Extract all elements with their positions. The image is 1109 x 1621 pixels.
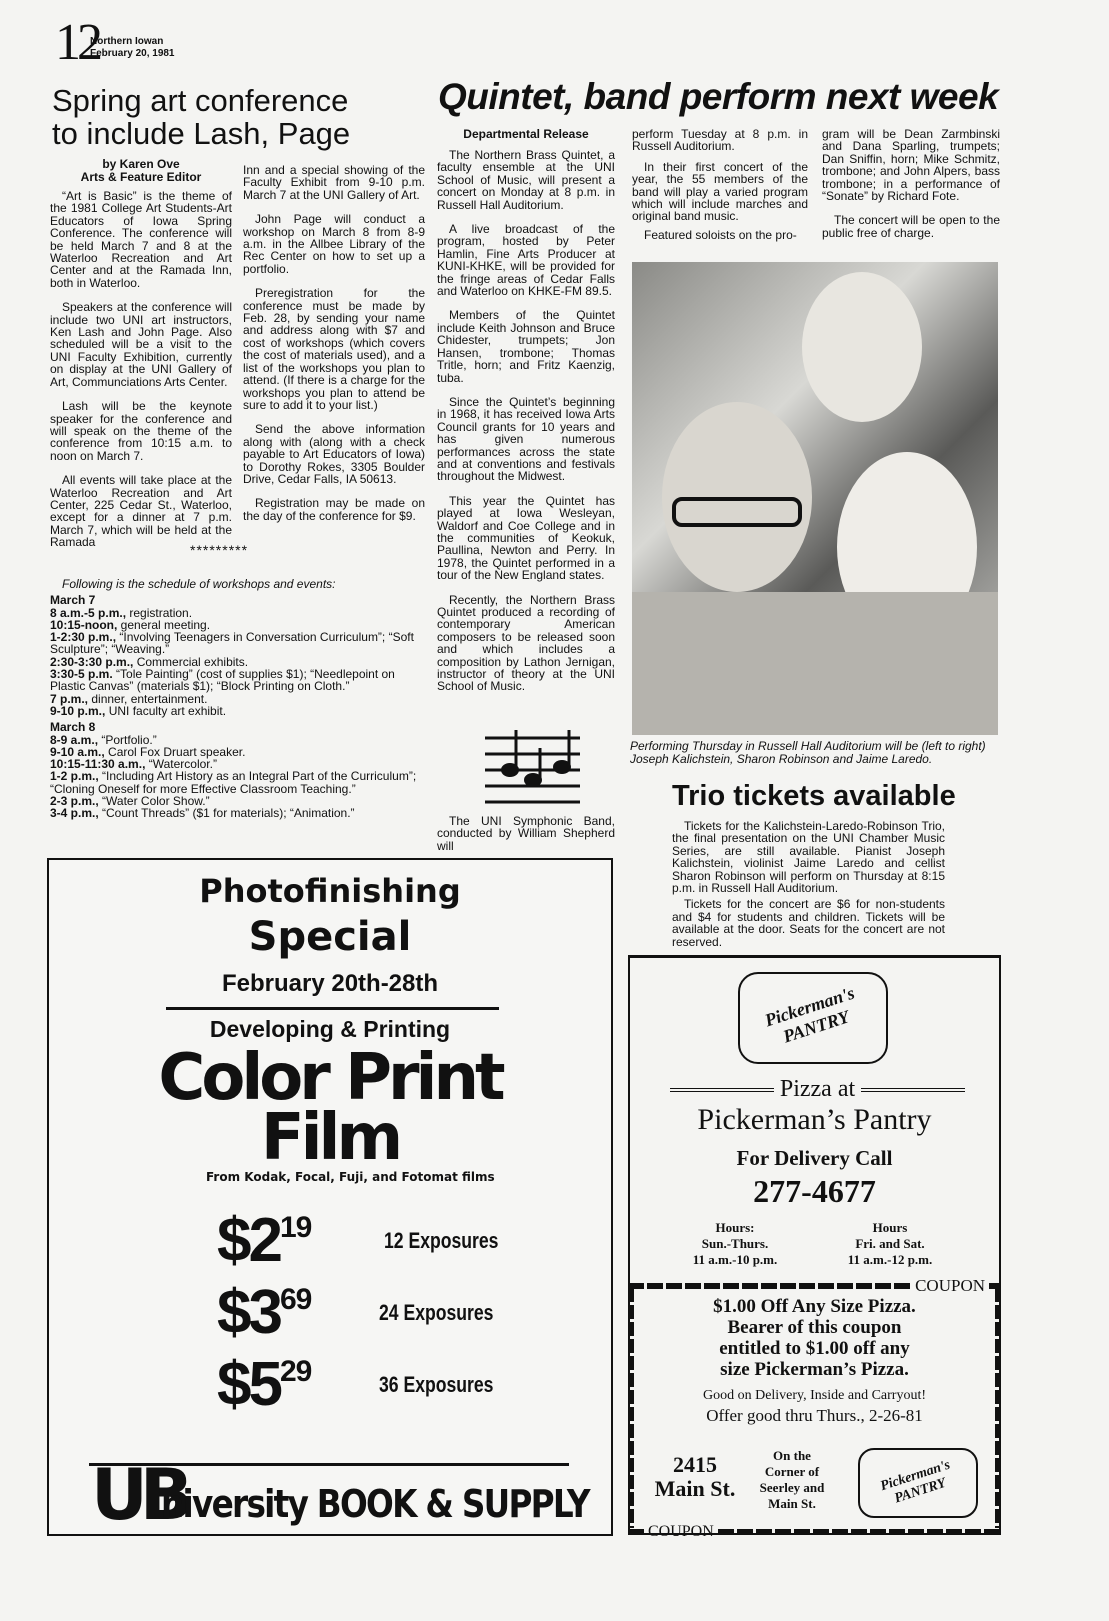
- divider: [670, 1088, 774, 1092]
- price-dollars: $3: [217, 1278, 280, 1347]
- divider: [861, 1088, 965, 1092]
- byline: [50, 158, 232, 184]
- pickermans-logo-small: [858, 1448, 978, 1518]
- ad-product: Color Print: [158, 1041, 502, 1115]
- schedule-desc: general meeting.: [117, 617, 211, 632]
- author: by Karen Ove: [102, 157, 180, 171]
- schedule-desc: “Portfolio.”: [98, 732, 157, 747]
- paragraph: Tickets for the concert are $6 for non-students and $4 for students and children. Tickets will be available at the door. Seats for the concert are not reserved.: [672, 897, 945, 949]
- schedule-desc: UNI faculty art exhibit.: [105, 703, 227, 718]
- hours-line: 11 a.m.-10 p.m.: [692, 1252, 778, 1267]
- offer-line: Bearer of this coupon: [727, 1317, 902, 1338]
- paragraph: Speakers at the conference will include two UNI art instructors, Ken Lash and John Page. Also scheduled will be a visit to the UNI Faculty Exhibition, currently on display at the UNI Gallery of Art, Communciations Arts Center.: [50, 300, 232, 389]
- art-column-1: [50, 158, 232, 561]
- price-cents: 29: [279, 1355, 312, 1388]
- price: [217, 1270, 312, 1347]
- schedule-item: [50, 770, 425, 795]
- schedule-time: 3-4 p.m.,: [50, 806, 99, 821]
- ad-title: Photofinishing: [199, 872, 461, 910]
- hours-weekday: [675, 1220, 795, 1268]
- logo-text: Pickerman's PANTRY: [762, 982, 857, 1047]
- ad-service: Developing & Printing: [209, 1016, 451, 1042]
- pizza-at-row: [670, 1076, 965, 1103]
- dashed-line: [628, 1529, 644, 1535]
- schedule-time: 2-3 p.m.,: [50, 794, 99, 809]
- store-logo: UB: [91, 1454, 186, 1536]
- exposure-label: 12 Exposures: [384, 1228, 499, 1253]
- hours-line: Hours:: [715, 1220, 755, 1235]
- paragraph: Recently, the Northern Brass Quintet produced a recording of contemporary American composers to be released soon and which includes a composition by Lathon Jernigan, instructor of theory at the UNI School of Music.: [437, 592, 615, 694]
- schedule-item: [50, 807, 425, 819]
- headline-line: Spring art conference: [52, 83, 349, 118]
- paragraph: Preregistration for the conference must be made by Feb. 28, by sending your name and address along with $7 and cost of workshops (which covers the cost of materials used), and a list of the workshops you plan to attend. (If there is a charge for the workshops you plan to attend be sure to add it to your list.): [243, 286, 425, 412]
- hours-line: Hours: [872, 1220, 908, 1235]
- schedule-time: 10:15-noon,: [50, 617, 118, 632]
- exposure-label: 24 Exposures: [379, 1300, 494, 1325]
- headline-line: to include Lash, Page: [52, 116, 351, 151]
- schedule-time: 8 a.m.-5 p.m.,: [50, 605, 127, 620]
- paper-name: Northern Iowan: [90, 36, 164, 47]
- price-cents: 69: [279, 1283, 312, 1316]
- schedule-desc: “Watercolor.”: [145, 757, 217, 772]
- price-dollars: $2: [217, 1206, 280, 1275]
- trio-body: [672, 820, 945, 960]
- schedule-time: 9-10 a.m.,: [50, 744, 105, 759]
- paragraph: This year the Quintet has played at Iowa Wesleyan, Waldorf and Coe College and in the communities of Keokuk, Paullina, Newton and Perry. In 1978, the Quintet performed in a tour of the New England states.: [437, 493, 615, 583]
- corner-line: Corner of: [764, 1464, 820, 1479]
- offer-line: $1.00 Off Any Size Pizza.: [713, 1296, 916, 1317]
- music-column-3: [822, 128, 1000, 251]
- schedule-day: March 8: [50, 720, 96, 735]
- paragraph: A live broadcast of the program, hosted by Peter Hamlin, Fine Arts Producer at KUNI-KHKE, will be provided for the fringe areas of Cedar Falls and Waterloo on KHKE-FM 89.5.: [437, 222, 615, 299]
- paragraph: The Northern Brass Quintet, a faculty ensemble at the UNI School of Music, will present a concert on Monday at 8 p.m. in Russell Hall Auditorium.: [437, 148, 615, 212]
- paragraph: In their first concert of the year, the 55 members of the band will play a varied program which will include marches and original band music.: [632, 159, 808, 224]
- coupon-label: COUPON: [915, 1276, 985, 1295]
- glasses-shape: [672, 497, 802, 527]
- price: [217, 1198, 312, 1275]
- dashed-line: [718, 1529, 1001, 1535]
- paragraph: Tickets for the Kalichstein-Laredo-Robinson Trio, the final presentation on the UNI Chamber Music Series, are still available. Pianist Joseph Kalichstein, violinist Jaime Laredo and cellist Sharon Robinson will perform on Thursday at 8:15 p.m. in Russell Hall Auditorium.: [672, 819, 945, 896]
- schedule-desc: “Involving Teenagers in Conversation Curriculum”; “Soft Sculpture”; “Weaving.”: [50, 630, 414, 657]
- paragraph: Send the above information along with (along with a check payable to Art Educators of Iowa) to Dorothy Rokes, 3305 Boulder Drive, Cedar Falls, IA 50613.: [243, 422, 425, 486]
- delivery-label: For Delivery Call: [736, 1146, 893, 1170]
- schedule-desc: “Including Art History as an Integral Part of the Curriculum”; “Cloning Oneself for more Effective Classroom Teaching.”: [50, 769, 417, 796]
- trio-headline: Trio tickets available: [672, 780, 956, 812]
- photo-caption: Performing Thursday in Russell Hall Auditorium will be (left to right) Joseph Kalichstein, Sharon Robinson and Jaime Laredo.: [630, 739, 986, 766]
- paragraph: Since the Quintet’s beginning in 1968, it has received Iowa Arts Council grants for 10 years and has given numerous performances across the state and at conventions and festivals throughout the Midwest.: [437, 394, 615, 484]
- hours-weekend: [830, 1220, 950, 1268]
- paragraph: Members of the Quintet include Keith Johnson and Bruce Chidester, trumpets; Jon Hansen, trombone; Thomas Tritle, horn; and Fritz Kaenzig, tuba.: [437, 308, 615, 385]
- paragraph: Inn and a special showing of the Faculty Exhibit from 9-10 p.m. March 7 at the UNI Gallery of Art.: [243, 163, 425, 202]
- art-column-2: [243, 164, 425, 534]
- schedule-desc: registration.: [126, 605, 193, 620]
- music-column-1-tail: The UNI Symphonic Band, conducted by William Shepherd will: [437, 814, 615, 853]
- schedule-item: [50, 668, 425, 693]
- paragraph: Lash will be the keynote speaker for the conference and will speak on the theme of the conference from 10:15 a.m. to noon on March 7.: [50, 399, 232, 463]
- music-column-1: [437, 128, 615, 705]
- schedule: [50, 578, 425, 820]
- hours-line: 11 a.m.-12 p.m.: [847, 1252, 933, 1267]
- corner-note: [742, 1448, 842, 1512]
- schedule-time: 3:30-5 p.m.: [50, 667, 113, 682]
- music-notes-icon: [485, 730, 580, 808]
- byline: Departmental Release: [463, 127, 589, 141]
- divider: [166, 1007, 499, 1010]
- store-name: niversity BOOK & SUPPLY: [161, 1482, 589, 1526]
- pickermans-logo: [738, 972, 888, 1064]
- phone-number: 277-4677: [753, 1173, 876, 1209]
- paragraph: “Art is Basic” is the theme of the 1981 College Art Students-Art Educators of Iowa Spring Conference. The conference will be held March 7 and 8 at the Waterloo Recreation and Art Center and at the Ramada Inn, both in Waterloo.: [50, 189, 232, 290]
- separator-stars: *********: [190, 542, 249, 558]
- ad-dates: February 20th-28th: [221, 970, 439, 997]
- price-dollars: $5: [217, 1350, 280, 1419]
- ad-subtitle: Special: [248, 914, 412, 960]
- price-cents: 19: [279, 1211, 312, 1244]
- corner-line: Seerley and: [759, 1480, 825, 1495]
- schedule-time: 7 p.m.,: [50, 691, 89, 706]
- schedule-time: 9-10 p.m.,: [50, 703, 106, 718]
- coupon-border-bottom: [628, 1523, 1001, 1541]
- paragraph: perform Tuesday at 8 p.m. in Russell Auditorium.: [632, 127, 808, 154]
- schedule-time: 2:30-3:30 p.m.,: [50, 654, 134, 669]
- masthead: [90, 36, 175, 60]
- paragraph: The concert will be open to the public free of charge.: [822, 213, 1000, 240]
- address-line: Main St.: [654, 1476, 736, 1501]
- schedule-time: 1-2 p.m.,: [50, 769, 99, 784]
- paragraph: All events will take place at the Waterloo Recreation and Art Center, 225 Cedar St., Waterloo, except for a dinner at 7 p.m. March 7, which will be held at the Ramada: [50, 473, 232, 550]
- page-number: 12: [55, 14, 99, 71]
- address-line: 2415: [673, 1452, 717, 1477]
- coupon-label: COUPON: [648, 1523, 714, 1540]
- coupon-border-top: [628, 1276, 1001, 1296]
- logo-text: Pickerman's PANTRY: [878, 1457, 953, 1507]
- hours-line: Sun.-Thurs.: [701, 1236, 769, 1251]
- schedule-desc: dinner, entertainment.: [88, 691, 208, 706]
- art-headline: [52, 84, 350, 150]
- music-column-2: [632, 128, 808, 253]
- schedule-time: 10:15-11:30 a.m.,: [50, 757, 146, 772]
- corner-line: Main St.: [768, 1496, 816, 1511]
- schedule-intro: Following is the schedule of workshops and events:: [62, 577, 336, 591]
- address: [650, 1453, 740, 1501]
- ad-brands: From Kodak, Focal, Fuji, and Fotomat films: [206, 1170, 495, 1184]
- coupon-terms: Good on Delivery, Inside and Carryout!: [702, 1388, 927, 1403]
- headline-line: Pizza at: [779, 1076, 856, 1102]
- paragraph: gram will be Dean Zarmbinski and Dana Sparling, trumpets; Dan Sniffin, horn; Mike Schmitz, trombone; and John Alpers, bass trombone; in a performance of “Sonate” by Richard Fote.: [822, 127, 1000, 204]
- hours-line: Fri. and Sat.: [855, 1236, 925, 1251]
- schedule-item: [50, 705, 425, 717]
- person-silhouette: [802, 272, 922, 422]
- schedule-desc: Commercial exhibits.: [133, 654, 249, 669]
- schedule-time: 1-2:30 p.m.,: [50, 630, 117, 645]
- price: [217, 1342, 312, 1419]
- ad-product: Film: [260, 1101, 400, 1175]
- schedule-item: [50, 631, 425, 656]
- pizza-ad: [628, 955, 1001, 1540]
- trio-photo: [632, 262, 998, 735]
- schedule-desc: “Tole Painting” (cost of supplies $1); “Needlepoint on Plastic Canvas” (materials $1); “Block Printing on Cloth.”: [50, 667, 395, 694]
- restaurant-name: Pickerman’s Pantry: [697, 1103, 932, 1136]
- schedule-day: March 7: [50, 593, 96, 608]
- clothing-shape: [632, 592, 998, 735]
- paragraph: Registration may be made on the day of the conference for $9.: [243, 496, 425, 523]
- coupon-offer: [630, 1296, 999, 1380]
- exposure-label: 36 Exposures: [379, 1372, 494, 1397]
- paragraph: Featured soloists on the pro-: [644, 227, 797, 242]
- music-headline: Quintet, band perform next week: [438, 76, 999, 117]
- author-title: Arts & Feature Editor: [80, 170, 202, 184]
- offer-line: size Pickerman’s Pizza.: [720, 1359, 909, 1380]
- corner-line: On the: [773, 1448, 811, 1463]
- schedule-desc: “Water Color Show.”: [98, 794, 210, 809]
- issue-date: February 20, 1981: [90, 48, 175, 59]
- schedule-desc: “Count Threads” ($1 for materials); “Animation.”: [98, 806, 355, 821]
- dashed-line: [628, 1283, 911, 1289]
- paragraph: John Page will conduct a workshop on March 8 from 8-9 a.m. in the Allbee Library of the Rec Center on how to set up a portfolio.: [243, 212, 425, 276]
- schedule-time: 8-9 a.m.,: [50, 732, 99, 747]
- photofinishing-ad: [47, 858, 613, 1536]
- offer-line: entitled to $1.00 off any: [719, 1338, 910, 1359]
- coupon-expiry: Offer good thru Thurs., 2-26-81: [706, 1406, 923, 1425]
- schedule-desc: Carol Fox Druart speaker.: [104, 744, 246, 759]
